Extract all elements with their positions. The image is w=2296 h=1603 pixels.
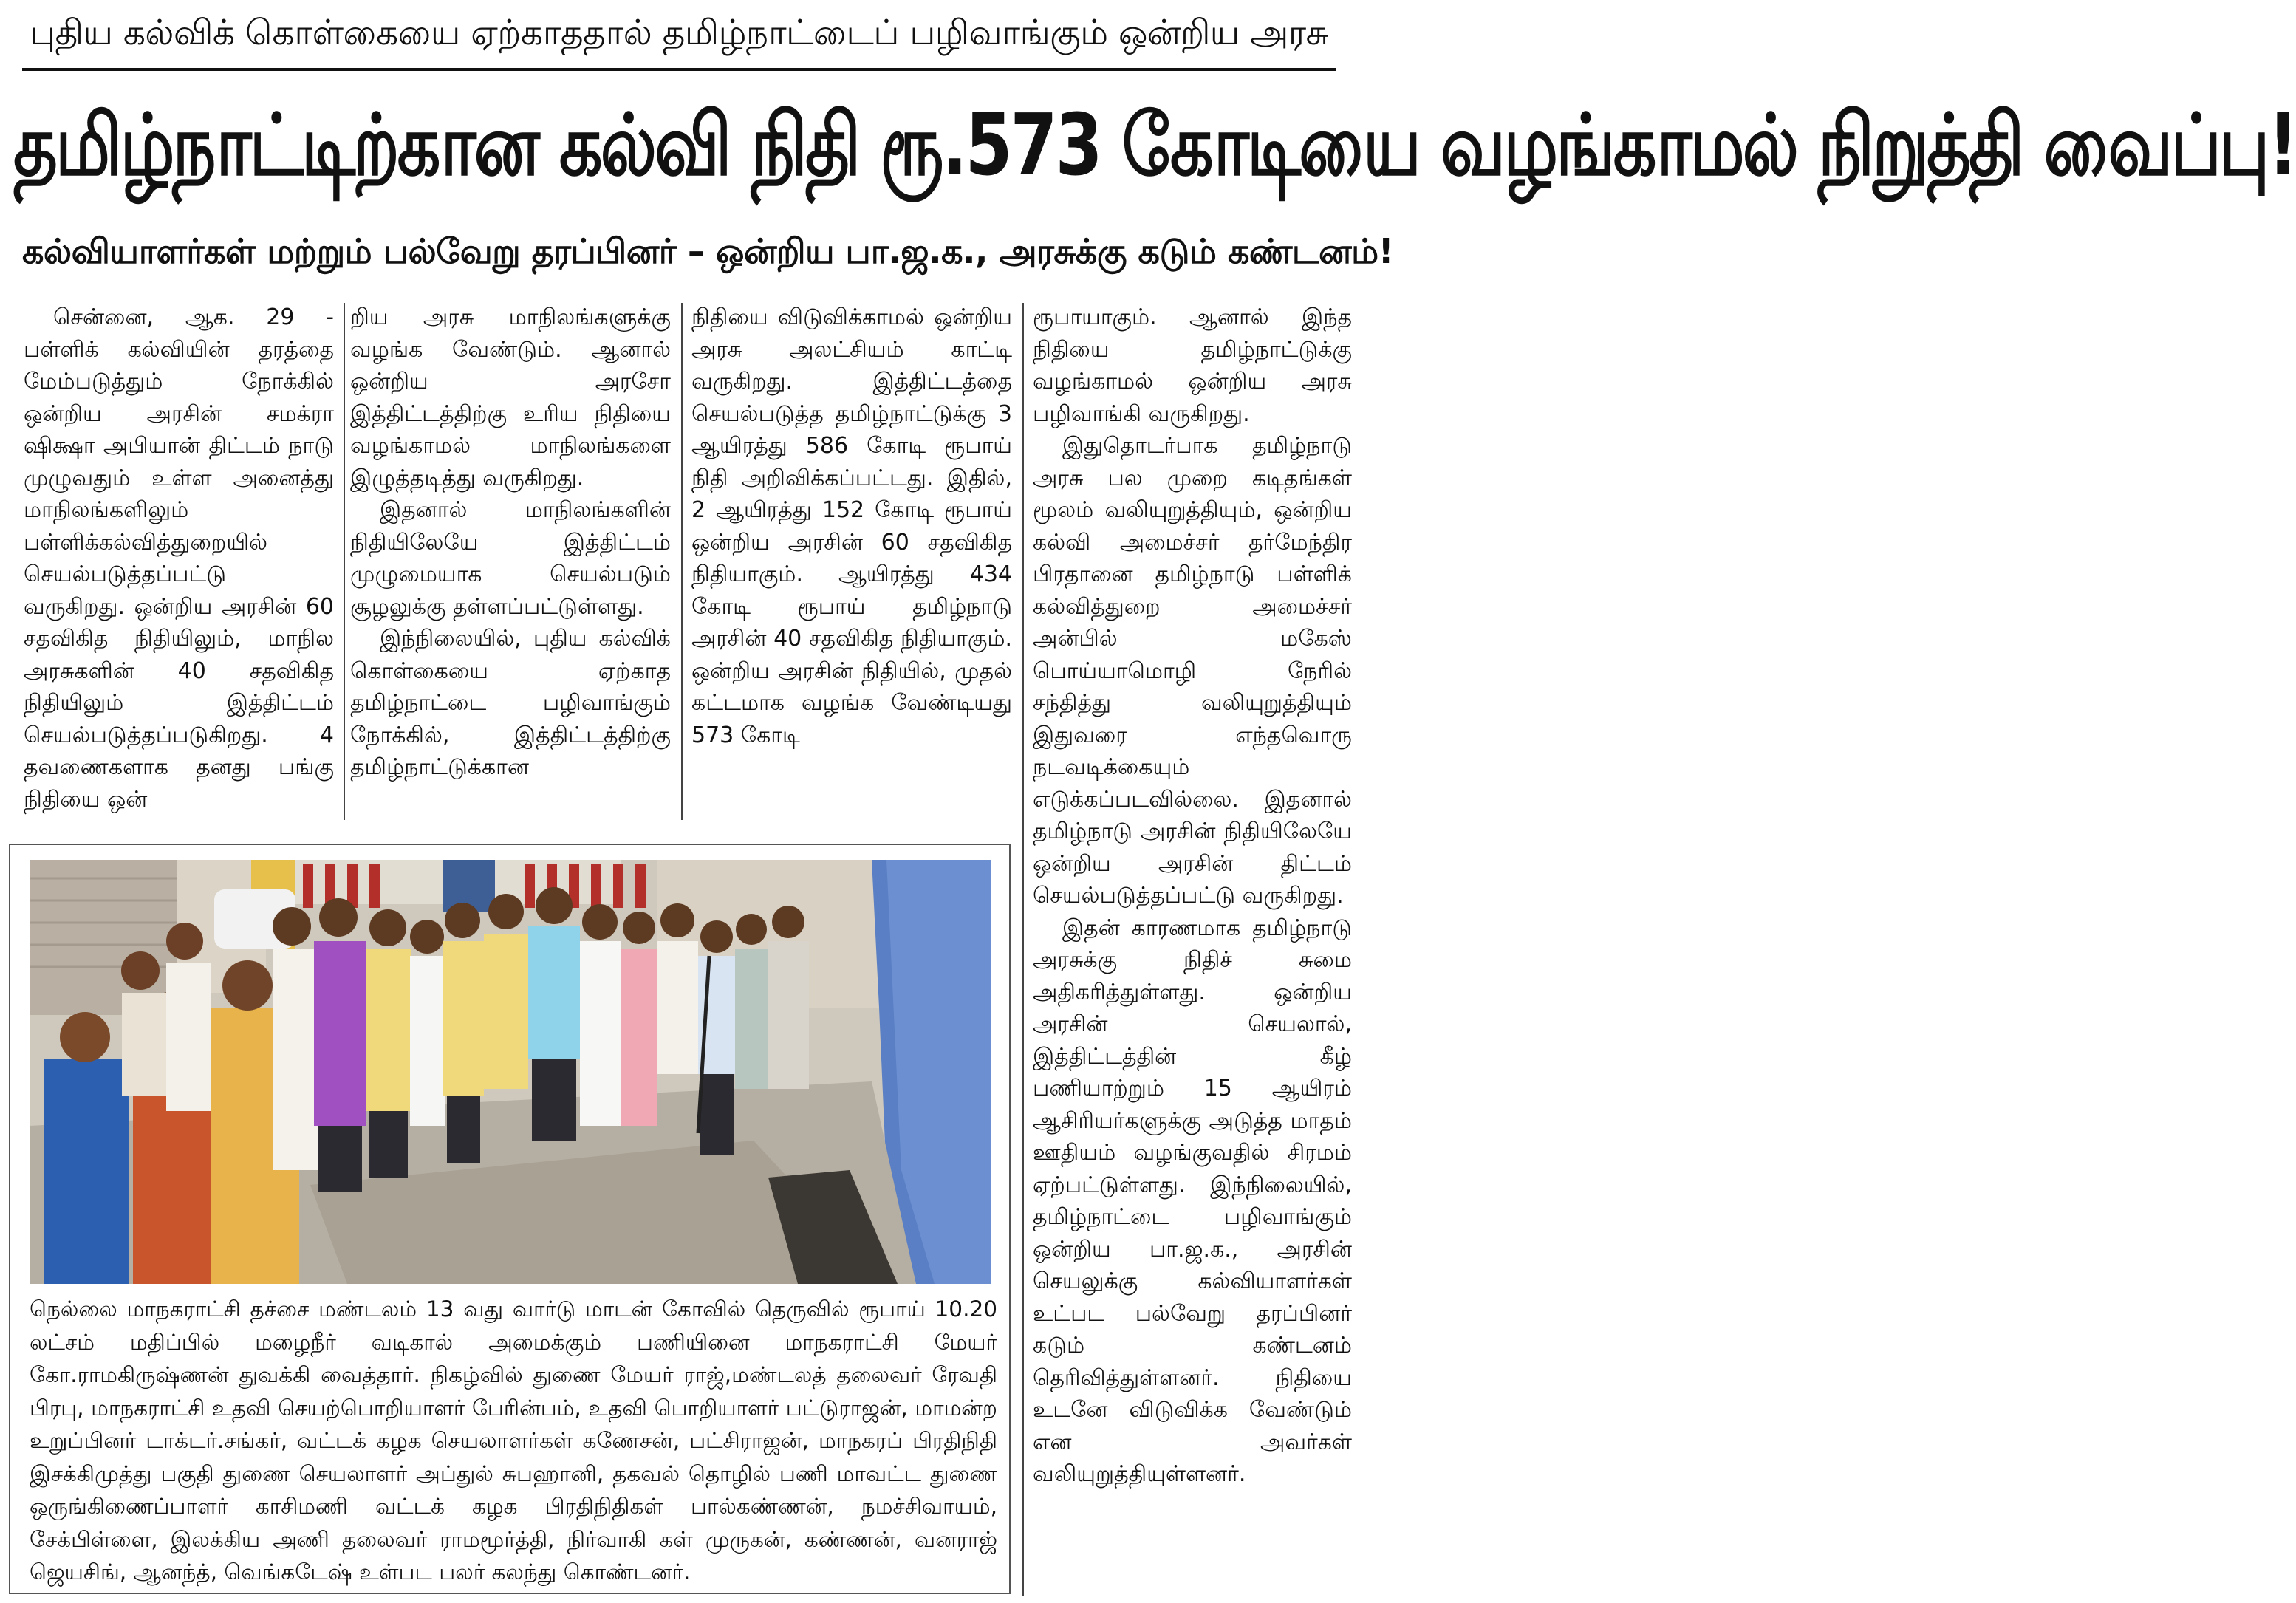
article-paragraph: ரூபாயாகும். ஆனால் இந்த நிதியை தமிழ்நாட்டுக்கு வழங்காமல் ஒன்றிய அரசு பழிவாங்கி வருகிறது.	[1033, 304, 1352, 427]
column-divider	[681, 303, 683, 820]
article-paragraph: இந்நிலையில், புதிய கல்விக் கொள்கையை ஏற்காத தமிழ்நாட்டை பழிவாங்கும் நோக்கில், இத்திட்டத்திற்கு தமிழ்நாட்டுக்கான	[350, 626, 671, 780]
article-paragraph: சென்னை, ஆக. 29 - பள்ளிக் கல்வியின் தரத்தை மேம்படுத்தும் நோக்கில் ஒன்றிய அரசின் சமக்ரா ஷிக்ஷா அபியான் திட்டம் நாடு முழுவதும் உள்ள அனைத்து மாநிலங்களிலும் பள்ளிக்கல்வித்துறையில் செயல்படுத்தப்பட்டு வருகிறது. ஒன்றிய அரசின் 60 சதவிகித நிதியிலும், மாநில அரசுகளின் 40 சதவிகித நிதியிலும் இத்திட்டம் செயல்படுத்தப்படுகிறது. 4 தவணைகளாக தனது பங்கு நிதியை ஒன்	[24, 304, 334, 813]
article-column-4	[1033, 301, 1352, 1598]
photo-caption-box	[9, 844, 1011, 1594]
article-column-2	[350, 301, 671, 822]
column-divider	[1022, 303, 1024, 1596]
article-column-3	[691, 301, 1012, 822]
article-column-1	[24, 301, 334, 822]
news-photo	[30, 860, 991, 1284]
kicker-headline: புதிய கல்விக் கொள்கையை ஏற்காததால் தமிழ்நாட்டைப் பழிவாங்கும் ஒன்றிய அரசு	[30, 13, 1328, 53]
column-divider	[344, 303, 345, 820]
article-paragraph: நிதியை விடுவிக்காமல் ஒன்றிய அரசு அலட்சியம் காட்டி வருகிறது. இத்திட்டத்தை செயல்படுத்த தமிழ்நாட்டுக்கு 3 ஆயிரத்து 586 கோடி ரூபாய் நிதி அறிவிக்கப்பட்டது. இதில், 2 ஆயிரத்து 152 கோடி ரூபாய் ஒன்றிய அரசின் 60 சதவிகித நிதியாகும். ஆயிரத்து 434 கோடி ரூபாய் தமிழ்நாடு அரசின் 40 சதவிகித நிதியாகும். ஒன்றிய அரசின் நிதியில், முதல் கட்டமாக வழங்க வேண்டியது 573 கோடி	[691, 304, 1012, 748]
photo-illustration	[30, 860, 991, 1284]
sub-headline: கல்வியாளர்கள் மற்றும் பல்வேறு தரப்பினர் – ஒன்றிய பா.ஜ.க., அரசுக்கு கடும் கண்டனம்!	[22, 231, 1394, 271]
article-paragraph: இதனால் மாநிலங்களின் நிதியிலேயே இத்திட்டம் முழுமையாக செயல்படும் சூழலுக்கு தள்ளப்பட்டுள்ளது.	[350, 497, 671, 620]
article-paragraph: இதன் காரணமாக தமிழ்நாடு அரசுக்கு நிதிச் சுமை அதிகரித்துள்ளது. ஒன்றிய அரசின் செயலால், இத்திட்டத்தின் கீழ் பணியாற்றும் 15 ஆயிரம் ஆசிரியர்களுக்கு அடுத்த மாதம் ஊதியம் வழங்குவதில் சிரமம் ஏற்பட்டுள்ளது. இந்நிலையில், தமிழ்நாட்டை பழிவாங்கும் ஒன்றிய பா.ஜ.க., அரசின் செயலுக்கு கல்வியாளர்கள் உட்பட பல்வேறு தரப்பினர் கடும் கண்டனம் தெரிவித்துள்ளனர். நிதியை உடனே விடுவிக்க வேண்டும் என அவர்கள் வலியுறுத்தியுள்ளனர்.	[1033, 915, 1352, 1487]
main-headline: தமிழ்நாட்டிற்கான கல்வி நிதி ரூ.573 கோடியை வழங்காமல் நிறுத்தி வைப்பு!	[13, 95, 2296, 195]
article-paragraph: றிய அரசு மாநிலங்களுக்கு வழங்க வேண்டும். ஆனால் ஒன்றிய அரசோ இத்திட்டத்திற்கு உரிய நிதியை வழங்காமல் மாநிலங்களை இழுத்தடித்து வருகிறது.	[350, 304, 671, 491]
article-paragraph: இதுதொடர்பாக தமிழ்நாடு அரசு பல முறை கடிதங்கள் மூலம் வலியுறுத்தியும், ஒன்றிய கல்வி அமைச்சர் தர்மேந்திர பிரதானை தமிழ்நாடு பள்ளிக் கல்வித்துறை அமைச்சர் அன்பில் மகேஸ் பொய்யாமொழி நேரில் சந்தித்து வலியுறுத்தியும் இதுவரை எந்தவொரு நடவடிக்கையும் எடுக்கப்படவில்லை. இதனால் தமிழ்நாடு அரசின் நிதியிலேயே ஒன்றிய அரசின் திட்டம் செயல்படுத்தப்பட்டு வருகிறது.	[1033, 433, 1352, 909]
photo-caption: நெல்லை மாநகராட்சி தச்சை மண்டலம் 13 வது வார்டு மாடன் கோவில் தெருவில் ரூபாய் 10.20 லட்சம் மதிப்பில் மழைநீர் வடிகால் அமைக்கும் பணியினை மாநகராட்சி மேயர் கோ.ராமகிருஷ்ணன் துவக்கி வைத்தார். நிகழ்வில் துணை மேயர் ராஜ்,மண்டலத் தலைவர் ரேவதி பிரபு, மாநகராட்சி உதவி செயற்பொறியாளர் பேரின்பம், உதவி பொறியாளர் பட்டுராஜன், மாமன்ற உறுப்பினர் டாக்டர்.சங்கர், வட்டக் கழக செயலாளர்கள் கணேசன், பட்சிராஜன், மாநகரப் பிரதிநிதி இசக்கிமுத்து பகுதி துணை செயலாளர் அப்துல் சுபஹானி, தகவல் தொழில் பணி மாவட்ட துணை ஒருங்கிணைப்பாளர் காசிமணி வட்டக் கழக பிரதிநிதிகள் பால்கண்ணன், நமச்சிவாயம், சேக்பிள்ளை, இலக்கிய அணி தலைவர் ராமமூர்த்தி, நிர்வாகி கள் முருகன், கண்ணன், வனராஜ் ஜெயசிங், ஆனந்த், வெங்கடேஷ் உள்பட பலர் கலந்து கொண்டனர்.	[30, 1296, 997, 1585]
